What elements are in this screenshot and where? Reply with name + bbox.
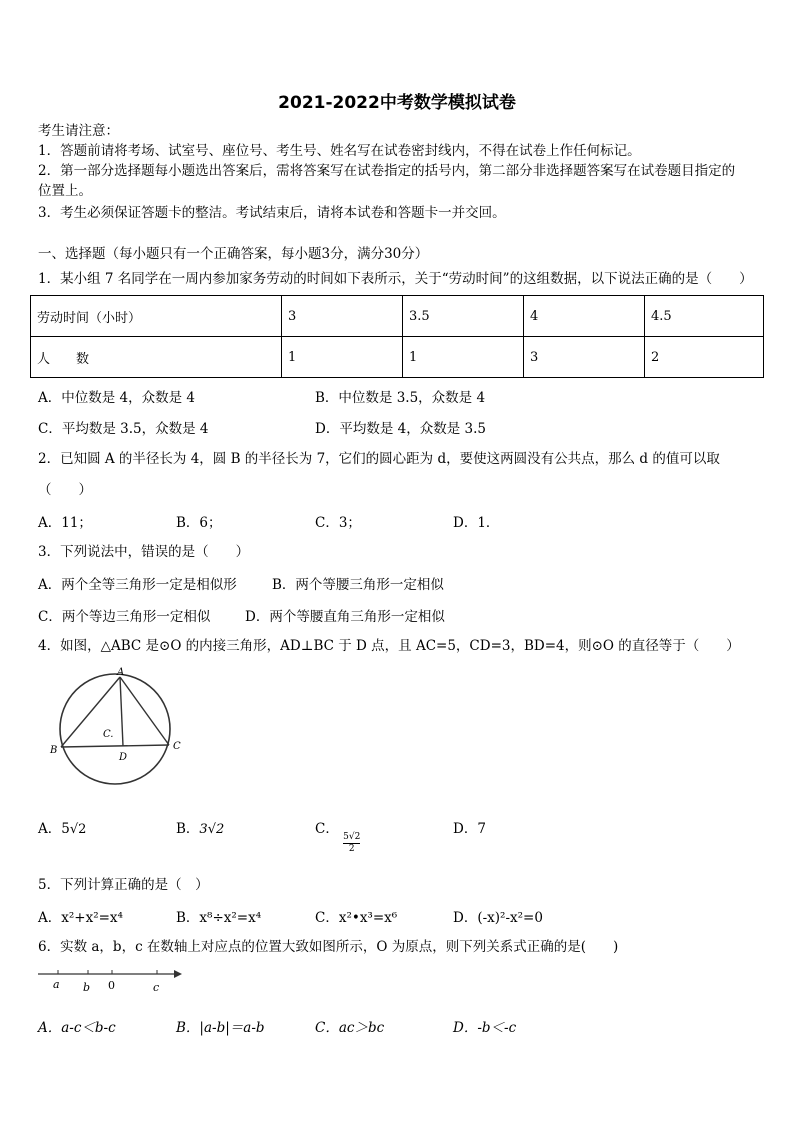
fraction — [343, 832, 360, 855]
table-cell: 4.5 — [645, 296, 764, 337]
q2-stem: 2．已知圆 A 的半径长为 4，圆 B 的半径长为 7，它们的圆心距为 d，要使这两圆没有公共点，那么 d 的值可以取 — [38, 451, 720, 467]
notice-item-3: 3．考生必须保证答题卡的整洁。考试结束后，请将本试卷和答题卡一并交回。 — [38, 205, 506, 221]
option-label: B． — [176, 821, 200, 837]
q3-option-a[interactable]: A．两个全等三角形一定是相似形 — [38, 577, 237, 593]
table-cell: 劳动时间（小时） — [31, 296, 282, 337]
q2-option-d[interactable]: D．1． — [453, 515, 500, 531]
radical-value: 3√2 — [199, 822, 225, 837]
q1-option-c[interactable]: C．平均数是 3.5，众数是 4 — [38, 421, 209, 437]
label-o: C. — [103, 729, 114, 740]
q3-option-b[interactable]: B．两个等腰三角形一定相似 — [272, 577, 444, 593]
q2-stem-cont: （ ） — [38, 482, 92, 498]
q1-table — [30, 295, 764, 378]
table-cell: 1 — [403, 337, 524, 378]
segment-ad — [120, 677, 123, 746]
table-row — [31, 337, 764, 378]
fraction-numerator: 5√2 — [343, 832, 361, 842]
q4-stem: 4．如图，△ABC 是⊙O 的内接三角形，AD⊥BC 于 D 点，且 AC=5，CD=3，BD=4，则⊙O 的直径等于（ ） — [38, 638, 740, 654]
q3-option-d[interactable]: D．两个等腰直角三角形一定相似 — [245, 609, 445, 625]
q2-option-c[interactable]: C．3； — [315, 515, 361, 531]
section-heading: 一、选择题（每小题只有一个正确答案，每小题3分，满分30分） — [38, 246, 429, 262]
q4-circle-figure — [45, 665, 195, 785]
q4-option-c[interactable] — [315, 817, 361, 854]
notice-item-2-cont: 位置上。 — [38, 183, 92, 199]
q5-stem: 5．下列计算正确的是（ ） — [38, 877, 209, 893]
notice-item-2: 2．第一部分选择题每小题选出答案后，需将答案写在试卷指定的括号内，第二部分非选择题答案写在试卷题目指定的 — [38, 163, 736, 179]
option-label: A．5 — [38, 821, 70, 837]
q4-option-a[interactable] — [38, 817, 86, 837]
q5-option-a[interactable]: A．x²+x²=x⁴ — [38, 910, 123, 926]
table-row — [31, 296, 764, 337]
q5-option-b[interactable]: B．x⁸÷x²=x⁴ — [176, 910, 262, 926]
q1-stem: 1．某小组 7 名同学在一周内参加家务劳动的时间如下表所示，关于“劳动时间”的这组数据，以下说法正确的是（ ） — [38, 271, 753, 287]
label-origin: 0 — [108, 979, 115, 992]
q3-option-c[interactable]: C．两个等边三角形一定相似 — [38, 609, 211, 625]
q6-option-c[interactable]: C．ac＞bc — [315, 1020, 385, 1036]
q5-option-d[interactable]: D．(-x)²-x²=0 — [453, 910, 543, 926]
q1-option-d[interactable]: D．平均数是 4，众数是 3.5 — [315, 421, 486, 437]
label-c: C — [173, 741, 181, 752]
q2-option-a[interactable]: A．11； — [38, 515, 92, 531]
q6-stem: 6．实数 a，b，c 在数轴上对应点的位置大致如图所示，O 为原点，则下列关系式正确的是( ) — [38, 939, 619, 955]
fraction-denominator: 2 — [348, 844, 355, 854]
option-label: C． — [315, 821, 339, 837]
q5-option-c[interactable]: C．x²•x³=x⁶ — [315, 910, 398, 926]
notice-item-1: 1．答题前请将考场、试室号、座位号、考生号、姓名写在试卷密封线内，不得在试卷上作任何标记。 — [38, 143, 641, 159]
segment-ac — [120, 677, 169, 745]
table-cell: 3 — [282, 296, 403, 337]
label-a: A — [117, 667, 125, 678]
q4-option-b[interactable] — [176, 817, 224, 837]
table-cell: 3.5 — [403, 296, 524, 337]
table-cell: 1 — [282, 337, 403, 378]
q3-stem: 3．下列说法中，错误的是（ ） — [38, 544, 250, 560]
label-c: c — [153, 981, 160, 994]
q6-option-d[interactable]: D．-b＜-c — [453, 1020, 517, 1036]
q6-option-b[interactable]: B．|a-b|＝a-b — [176, 1020, 265, 1036]
q6-number-line — [36, 964, 186, 998]
radical-value: √2 — [69, 822, 87, 837]
table-cell: 4 — [524, 296, 645, 337]
label-a: a — [53, 978, 60, 991]
q4-option-d[interactable]: D．7 — [453, 821, 486, 837]
q1-option-a[interactable]: A．中位数是 4，众数是 4 — [38, 390, 196, 406]
q6-option-a[interactable]: A．a-c＜b-c — [38, 1020, 116, 1036]
label-b: B — [50, 745, 58, 756]
table-cell: 3 — [524, 337, 645, 378]
table-cell: 人 数 — [31, 337, 282, 378]
page-title: 2021-2022中考数学模拟试卷 — [278, 93, 516, 113]
label-b: b — [83, 981, 91, 994]
table-cell: 2 — [645, 337, 764, 378]
q1-option-b[interactable]: B．中位数是 3.5，众数是 4 — [315, 390, 486, 406]
label-d: D — [119, 752, 128, 763]
segment-bc — [61, 745, 169, 747]
q2-option-b[interactable]: B．6； — [176, 515, 222, 531]
arrow-icon — [174, 970, 182, 978]
notice-heading: 考生请注意： — [38, 123, 119, 139]
